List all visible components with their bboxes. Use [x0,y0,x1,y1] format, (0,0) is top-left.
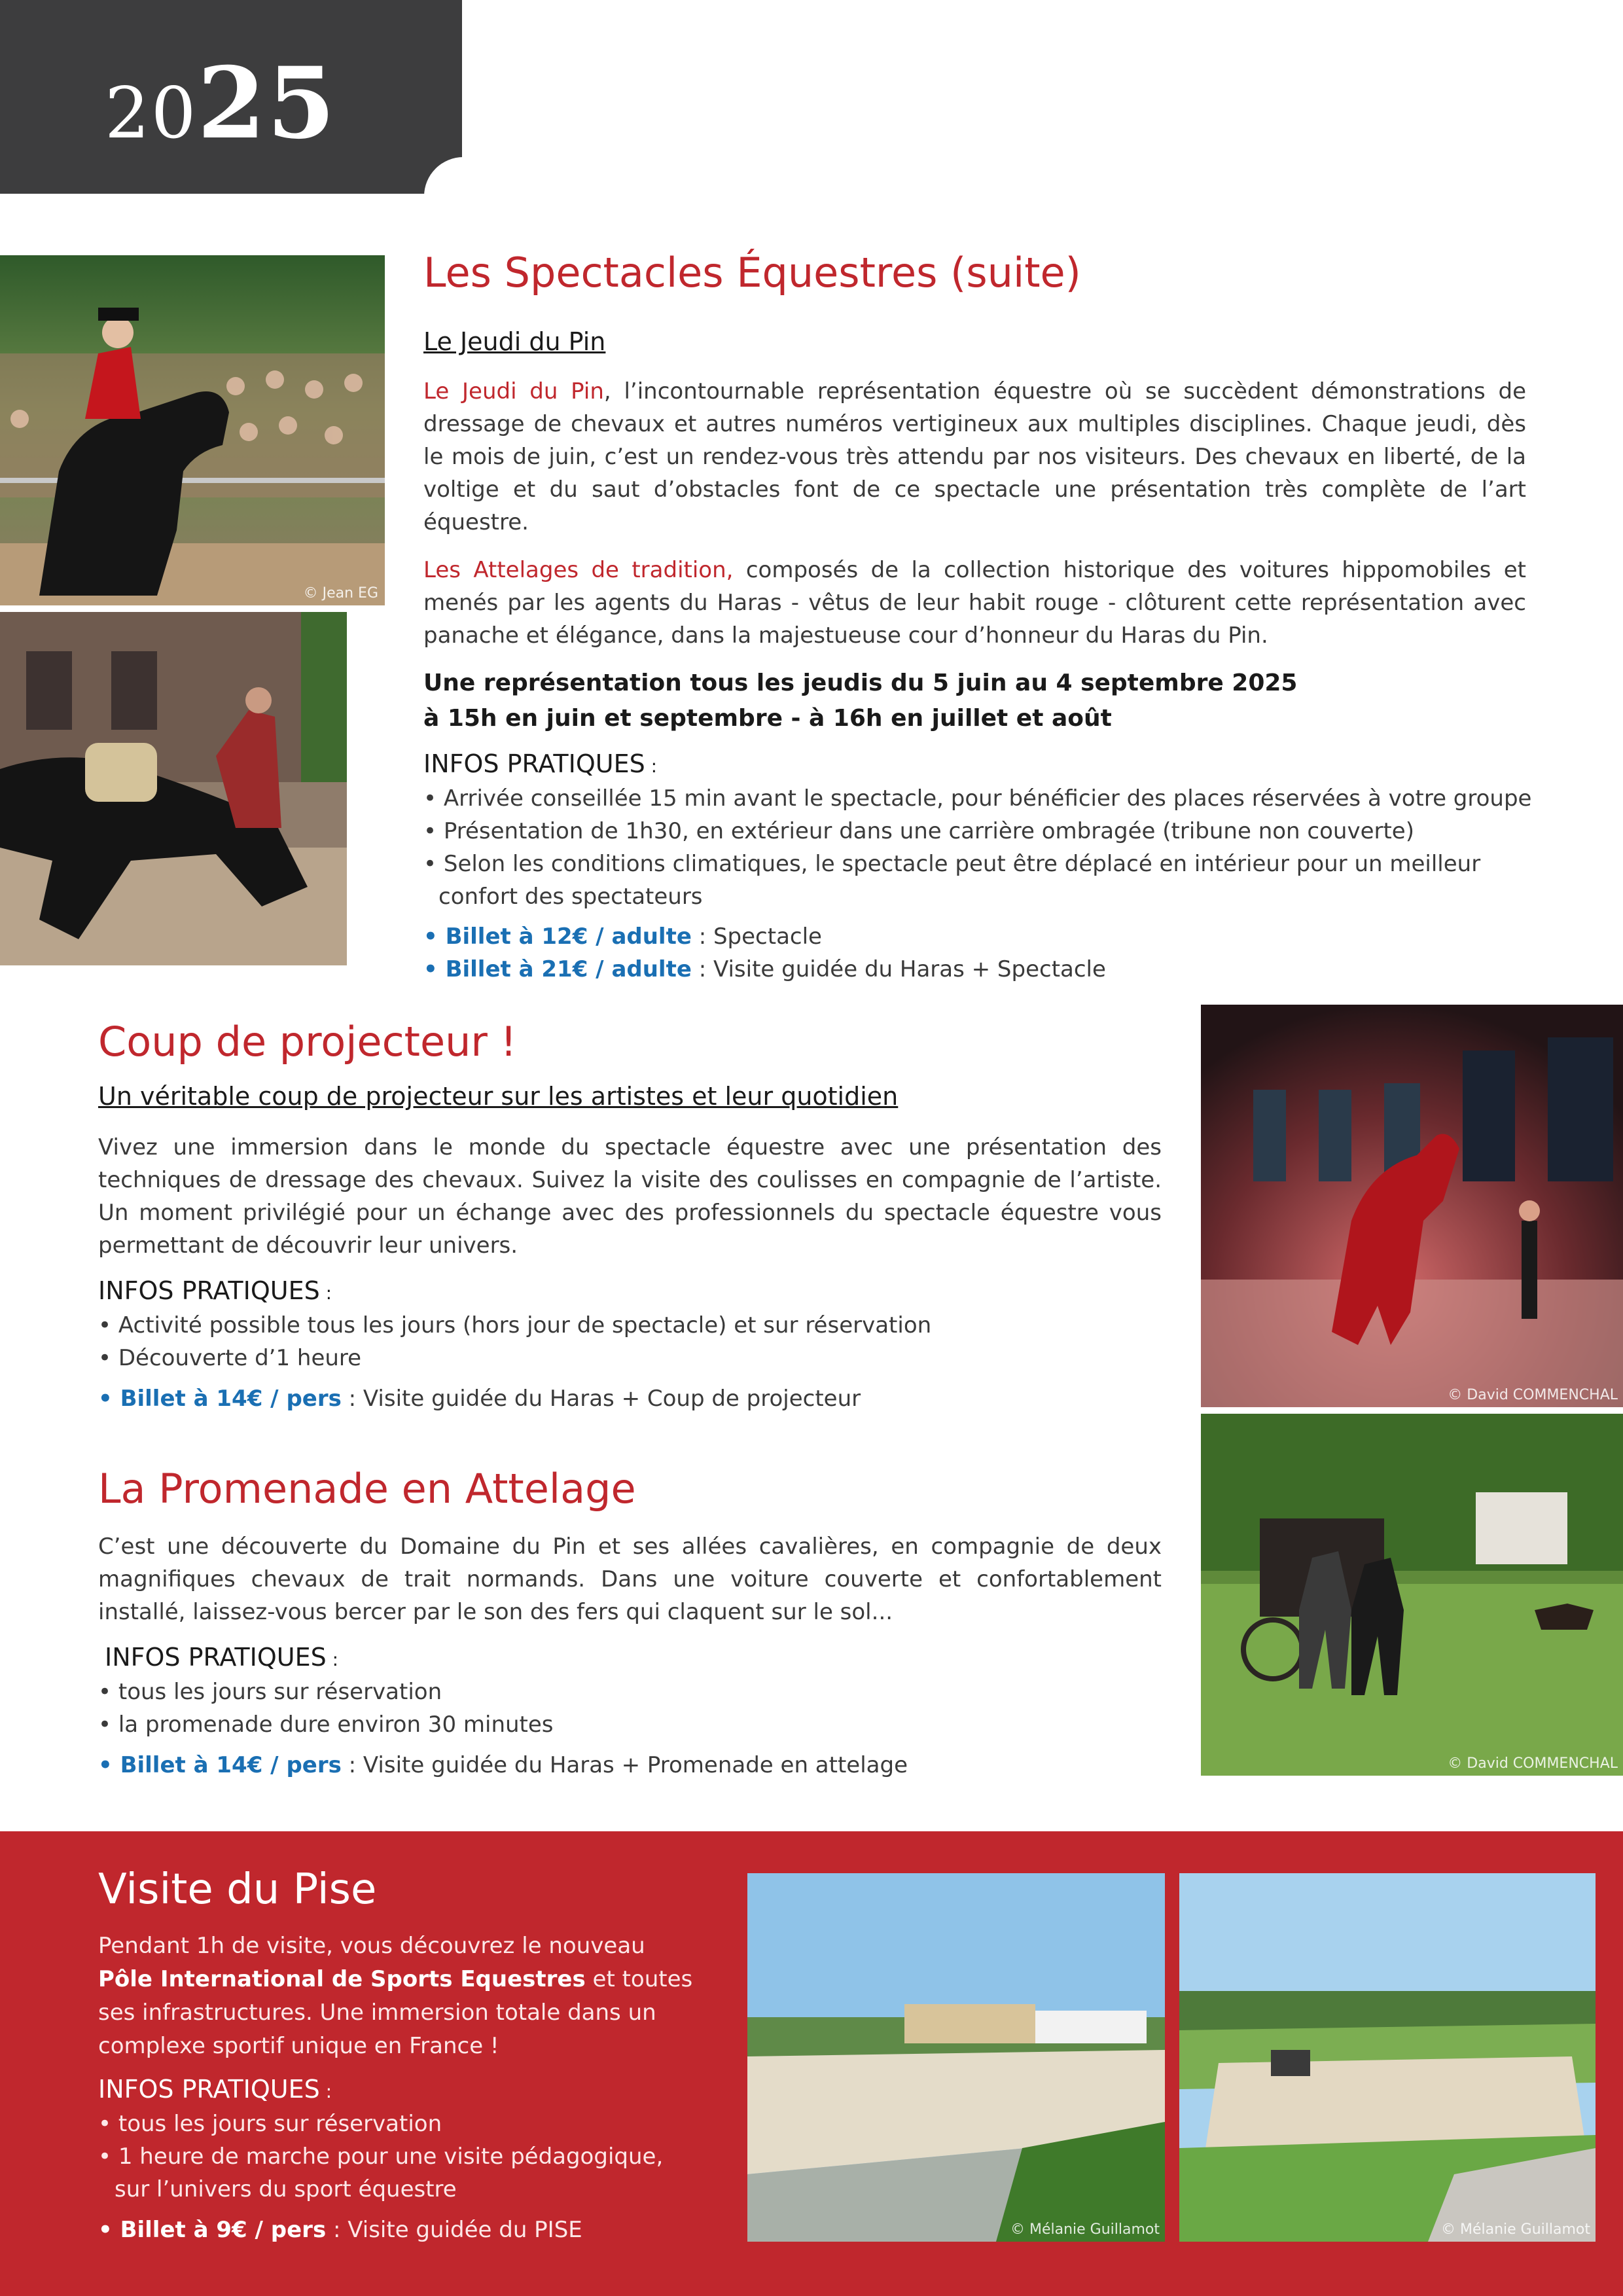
info-item: • tous les jours sur réservation [98,2111,442,2137]
info-item: • Activité possible tous les jours (hors jour de spectacle) et sur réservation [98,1312,932,1338]
price-line: • Billet à 14€ / pers : Visite guidée du Haras + Promenade en attelage [98,1752,908,1778]
schedule-line-1: Une représentation tous les jeudis du 5 juin au 4 septembre 2025 [423,670,1298,696]
section-title-spectacles: Les Spectacles Équestres (suite) [423,249,1081,296]
highlight-jeudi: Le Jeudi du Pin [423,378,604,404]
paragraph-jeudi: Le Jeudi du Pin, l’incontournable représentation équestre où se succèdent démonstrations de dressage de chevaux et autres numéros vertigineux aux multiples disciplines. Chaque jeudi, dès le mois de juin, c’est un rendez-vous très attendu par nos visiteurs. Des chevaux en liberté, de la voltige et du saut d’obstacles font de ce spectacle une présentation très complète de l’art équestre. [423,378,1527,535]
info-item: sur l’univers du sport équestre [115,2176,457,2202]
infos-title-promenade: INFOS PRATIQUES : [105,1643,339,1672]
photo-credit: © David COMMENCHAL [1448,1755,1618,1772]
infos-title-projecteur: INFOS PRATIQUES : [98,1276,332,1305]
year-label: 2025 [105,46,337,161]
info-item: confort des spectateurs [438,884,703,910]
price-line: • Billet à 21€ / adulte : Visite guidée du Haras + Spectacle [423,956,1106,982]
schedule-line-2: à 15h en juin et septembre - à 16h en juillet et août [423,705,1112,732]
info-item: • Arrivée conseillée 15 min avant le spectacle, pour bénéficier des places réservées à votre groupe [423,785,1532,812]
infos-title-spectacles: INFOS PRATIQUES : [423,749,658,778]
section-title-pise: Visite du Pise [98,1865,377,1914]
photo-credit: © Jean EG [303,585,378,601]
photo-credit: © Mélanie Guillamot [1440,2221,1590,2238]
photo-red-horse-rearing [1201,1005,1623,1407]
info-item: • tous les jours sur réservation [98,1679,442,1705]
highlight-pole: Pôle International de Sports Equestres [98,1966,586,1992]
paragraph-pise: Pendant 1h de visite, vous découvrez le nouveau Pôle International de Sports Equestres et toutes ses infrastructures. Une immersion totale dans un complexe sportif unique en France ! [98,1933,693,2059]
info-item: • la promenade dure environ 30 minutes [98,1712,554,1738]
section-title-projecteur: Coup de projecteur ! [98,1018,517,1066]
info-item: • Découverte d’1 heure [98,1345,362,1371]
photo-pise-arena-2 [1179,1873,1596,2242]
photo-pise-arena-1 [747,1873,1165,2242]
paragraph-projecteur: Vivez une immersion dans le monde du spectacle équestre avec une présentation des techniques de dressage des chevaux. Suivez la visite des coulisses en compagnie de l’artiste. Un moment privilégié pour un échange avec des professionnels du spectacle équestre vous permettant de découvrir leur univers. [98,1134,1162,1259]
photo-carriage-draft-horses [1201,1414,1623,1776]
photo-credit: © Mélanie Guillamot [1010,2221,1160,2238]
paragraph-promenade: C’est une découverte du Domaine du Pin et ses allées cavalières, en compagnie de deux magnifiques chevaux de trait normands. Dans une voiture couverte et confortablement installé, laissez-vous bercer par le son des fers qui claquent sur le sol... [98,1534,1162,1625]
photo-credit: © David COMMENCHAL [1448,1387,1618,1403]
price-line: • Billet à 12€ / adulte : Spectacle [423,924,822,950]
price-line: • Billet à 9€ / pers : Visite guidée du PISE [98,2217,582,2243]
info-item: • Présentation de 1h30, en extérieur dans une carrière ombragée (tribune non couverte) [423,818,1414,844]
highlight-attelages: Les Attelages de tradition, [423,557,734,583]
section-subtitle-jeudi: Le Jeudi du Pin [423,327,606,356]
section-subtitle-projecteur: Un véritable coup de projecteur sur les artistes et leur quotidien [98,1082,899,1111]
info-item: • 1 heure de marche pour une visite pédagogique, [98,2144,664,2170]
section-title-promenade: La Promenade en Attelage [98,1465,636,1513]
photo-horse-bowing [0,612,347,965]
infos-title-pise: INFOS PRATIQUES : [98,2075,332,2104]
info-item: • Selon les conditions climatiques, le spectacle peut être déplacé en intérieur pour un meilleur [423,851,1481,877]
photo-rider-red-coat [0,255,385,605]
price-line: • Billet à 14€ / pers : Visite guidée du Haras + Coup de projecteur [98,1386,861,1412]
paragraph-attelages: Les Attelages de tradition, composés de la collection historique des voitures hippomobiles et menés par les agents du Haras - vêtus de leur habit rouge - clôturent cette représentation avec panache et élégance, dans la majestueuse cour d’honneur du Haras du Pin. [423,557,1527,649]
